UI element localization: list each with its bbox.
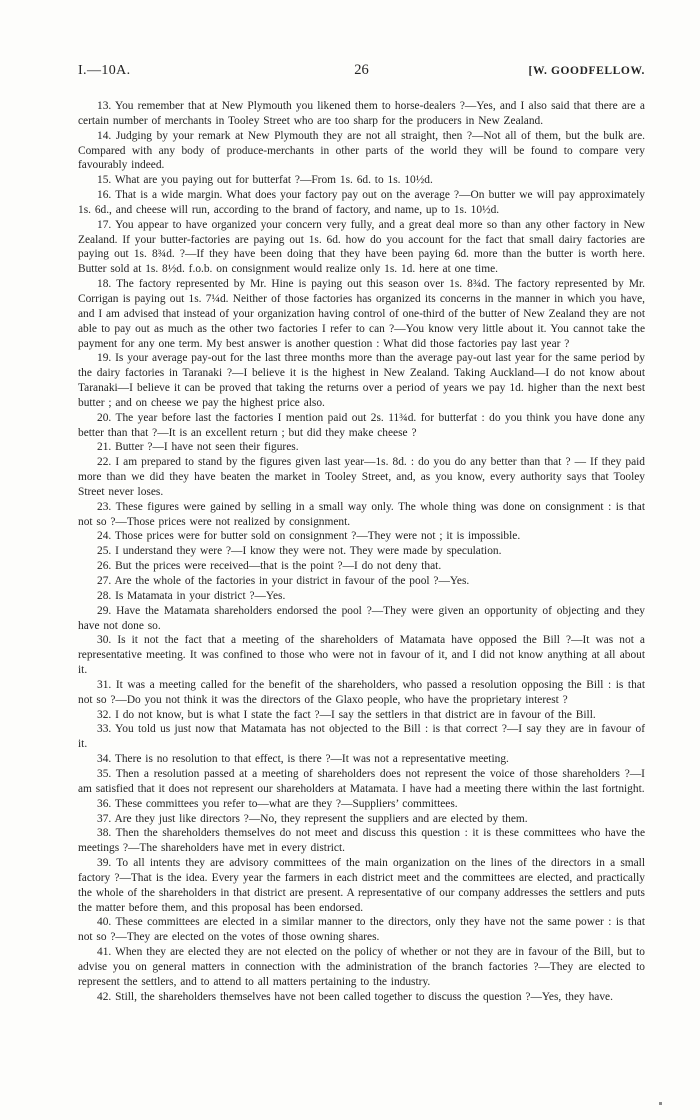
- qa-paragraph: [78, 856, 645, 915]
- question-answer-text: Still, the shareholders themselves have not been called together to discuss the question ?—Yes, they have.: [115, 990, 613, 1003]
- question-answer-text: The factory represented by Mr. Hine is paying out this season over 1s. 8¾d. The factory represented by Mr. Corrigan is paying out 1s. 7¼d. Neither of those factories has organized its concerns in the manner in which you have, and I am advised that instead of your organization having control of one-third of the butter of New Zealand they are not able to pay out as much as the other two factories I refer to can ?—You know very little about it. You cannot take the payment for any one term. My best answer is another question : What did those factories pay last year ?: [78, 278, 645, 350]
- qa-paragraph: [78, 218, 645, 277]
- qa-paragraph: [78, 990, 645, 1005]
- qa-paragraph: [78, 915, 645, 945]
- question-number: 15.: [97, 174, 115, 187]
- question-number: 29.: [97, 604, 117, 617]
- qa-paragraph: [78, 455, 645, 500]
- qa-paragraph: [78, 544, 645, 559]
- question-answer-text: Then a resolution passed at a meeting of shareholders does not represent the voice of those shareholders ?—I am satisfied that it does not represent our shareholders at Matamata. I have had a meeting there within the last fortnight.: [78, 767, 645, 795]
- question-number: 30.: [97, 634, 118, 647]
- question-answer-text: Is your average pay-out for the last three months more than the average pay-out last year for the same period by the dairy factories in Taranaki ?—I believe it is the highest in New Zealand. Taking Auckland—I do not know about Taranaki—I believe it can be proved that taking the returns over a period of years we pay 1d. higher than the next best butter ; and on cheese we pay the highest price also.: [78, 352, 645, 409]
- question-number: 21.: [97, 441, 116, 454]
- question-answer-text: The year before last the factories I mention paid out 2s. 11¾d. for butterfat : do you think you have done any better than that ?—It is an excellent return ; but did they make cheese ?: [78, 411, 645, 439]
- question-number: 34.: [97, 753, 115, 766]
- qa-paragraph: [78, 767, 645, 797]
- qa-paragraph: [78, 722, 645, 752]
- qa-paragraph: [78, 633, 645, 678]
- question-number: 40.: [97, 916, 116, 929]
- question-answer-text: Are the whole of the factories in your district in favour of the pool ?—Yes.: [114, 575, 470, 587]
- qa-paragraph: [78, 529, 645, 544]
- witness-name: [W. GOODFELLOW.: [528, 65, 645, 77]
- question-number: 36.: [97, 797, 115, 810]
- question-number: 13.: [97, 100, 116, 112]
- question-number: 26.: [97, 560, 116, 573]
- question-answer-text: It was a meeting called for the benefit of the shareholders, who passed a resolution opposing the Bill : is that not so ?—Do you not think it was the directors of the Glaxo people, who have the proprietary interest ?: [78, 678, 645, 706]
- question-answer-text: These committees you refer to—what are they ?—Suppliers’ committees.: [114, 797, 458, 810]
- question-number: 24.: [97, 530, 115, 543]
- question-answer-text: But the prices were received—that is the point ?—I do not deny that.: [115, 560, 442, 573]
- question-answer-text: To all intents they are advisory committees of the main organization on the lines of the directors in a small factory ?—That is the idea. Every year the farmers in each district meet and the committees are elected, and practically the whole of the shareholders in that district are present. A representative of our company addresses the settlers and puts the matter before them, and this proposal has been endorsed.: [78, 857, 645, 914]
- qa-paragraph: [78, 589, 645, 604]
- qa-paragraph: [78, 574, 645, 589]
- question-answer-text: You appear to have organized your concern very fully, and a great deal more so than any other factory in New Zealand. If your butter-factories are paying out 1s. 6d. how do you account for the fact that small dairy factories are paying out 1s. 8¾d. ?—If they have been doing that they have been paying 6d. more than the butter is worth here. Butter sold at 1s. 8½d. f.o.b. on consignment would realize only 1s. 1d. here at one time.: [78, 218, 645, 276]
- question-answer-text: Are they just like directors ?—No, they represent the suppliers and are elected by them.: [114, 812, 528, 825]
- page-number: 26: [354, 62, 369, 78]
- paper-reference: I.—10A.: [78, 63, 131, 78]
- qa-paragraph: [78, 277, 645, 351]
- question-answer-text: What are you paying out for butterfat ?—From 1s. 6d. to 1s. 10½d.: [114, 174, 433, 187]
- question-answer-text: You told us just now that Matamata has not objected to the Bill : is that correct ?—I say they are in favour of it.: [78, 723, 645, 751]
- question-answer-text: When they are elected they are not elected on the policy of whether or not they are in favour of the Bill, but to advise you on general matters in connection with the administration of the branch factories ?—They are elected to represent the settlers, and to attend to all matters pertaining to the industry.: [78, 946, 645, 988]
- question-number: 16.: [97, 189, 116, 202]
- question-number: 38.: [97, 827, 116, 840]
- question-answer-text: Is it not the fact that a meeting of the shareholders of Matamata have opposed the Bill ?—It was not a representative meeting. It was confined to those who were not in favour of it, and I did not know anything at all about it.: [78, 634, 645, 677]
- question-number: 27.: [97, 575, 115, 587]
- question-answer-text: Judging by your remark at New Plymouth they are not all straight, then ?—Not all of them, but the bulk are. Compared with any body of produce-merchants in other parts of the world they will be found to compare very favourably indeed.: [78, 129, 645, 172]
- qa-paragraph: [78, 129, 645, 174]
- question-number: 22.: [97, 456, 116, 469]
- page-header: [78, 62, 645, 79]
- qa-paragraph: [78, 812, 645, 827]
- question-number: 25.: [97, 545, 116, 558]
- question-number: 31.: [97, 678, 116, 691]
- qa-paragraph: [78, 945, 645, 990]
- question-number: 37.: [97, 812, 115, 825]
- question-answer-text: Those prices were for butter sold on consignment ?—They were not ; it is impossible.: [114, 530, 521, 543]
- question-number: 20.: [97, 411, 116, 424]
- qa-paragraph: [78, 188, 645, 218]
- qa-paragraph: [78, 173, 645, 188]
- ink-speck: [659, 1102, 662, 1105]
- qa-paragraph: [78, 351, 645, 410]
- question-number: 18.: [97, 278, 117, 291]
- question-number: 19.: [97, 352, 116, 365]
- qa-paragraph: [78, 752, 645, 767]
- qa-paragraph: [78, 826, 645, 856]
- qa-paragraph: [78, 678, 645, 708]
- question-number: 14.: [97, 129, 116, 142]
- question-answer-text: Is Matamata in your district ?—Yes.: [115, 589, 286, 602]
- transcript: [78, 99, 645, 1004]
- question-number: 32.: [97, 708, 116, 721]
- question-number: 42.: [97, 990, 116, 1003]
- question-answer-text: Butter ?—I have not seen their figures.: [115, 441, 299, 454]
- question-answer-text: Then the shareholders themselves do not meet and discuss this question : it is these committees who have the meetings ?—The shareholders have met in every district.: [78, 827, 645, 855]
- question-answer-text: There is no resolution to that effect, is there ?—It was not a representative meeting.: [114, 753, 509, 766]
- question-answer-text: These figures were gained by selling in a small way only. The whole thing was done on consignment : is that not so ?—Those prices were not realized by consignment.: [78, 500, 645, 528]
- qa-paragraph: [78, 500, 645, 530]
- question-number: 23.: [97, 500, 116, 513]
- qa-paragraph: [78, 797, 645, 812]
- question-answer-text: You remember that at New Plymouth you likened them to horse-dealers ?—Yes, and I also said that there are a certain number of merchants in Tooley Street who are too sharp for the producers in New Zealand.: [78, 100, 645, 127]
- question-answer-text: I am prepared to stand by the figures given last year—1s. 8d. : do you do any better than that ? — If they paid more than we did they have beaten the market in Tooley Street, and, as you know, every authority says that Tooley Street never loses.: [78, 456, 645, 498]
- qa-paragraph: [78, 411, 645, 441]
- question-number: 39.: [97, 857, 117, 870]
- question-number: 28.: [97, 589, 116, 602]
- question-answer-text: That is a wide margin. What does your factory pay out on the average ?—On butter we will pay approximately 1s. 6d., and cheese will run, according to the brand of factory, and name, up to 1s. 10½d.: [78, 189, 645, 216]
- question-answer-text: Have the Matamata shareholders endorsed the pool ?—They were given an opportunity of objecting and they have not done so.: [78, 604, 645, 632]
- question-number: 41.: [97, 946, 116, 959]
- question-answer-text: I do not know, but is what I state the fact ?—I say the settlers in that district are in favour of the Bill.: [115, 708, 596, 721]
- question-number: 35.: [97, 767, 116, 780]
- qa-paragraph: [78, 604, 645, 634]
- question-answer-text: These committees are elected in a similar manner to the directors, only they have not the same power : is that not so ?—They are elected on the votes of those owning shares.: [78, 916, 645, 944]
- question-answer-text: I understand they were ?—I know they were not. They were made by speculation.: [115, 545, 502, 558]
- qa-paragraph: [78, 440, 645, 455]
- question-number: 17.: [97, 218, 116, 231]
- qa-paragraph: [78, 559, 645, 574]
- qa-paragraph: [78, 99, 645, 129]
- qa-paragraph: [78, 708, 645, 723]
- question-number: 33.: [97, 723, 116, 736]
